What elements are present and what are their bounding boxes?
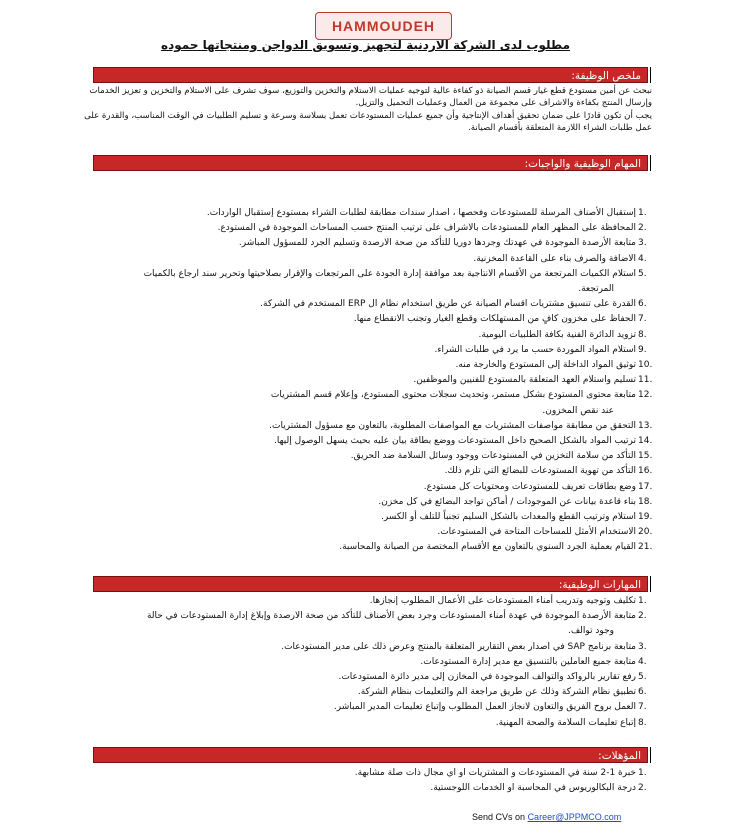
item-text-continued: عند نقص المخزون. <box>542 405 614 416</box>
item-text: تزويد الدائرة الفنية بكافة الطلبيات اليومية. <box>478 329 636 340</box>
footer-label: Send CVs on <box>472 812 526 822</box>
item-number: 9. <box>638 344 647 355</box>
list-item <box>78 419 658 434</box>
list-item <box>78 540 658 555</box>
item-text: متابعة برنامج SAP في اصدار بعض التقارير المتعلقة بالمنتج وعرض ذلك على مدير المستودعات. <box>281 641 636 652</box>
list-item <box>78 700 658 715</box>
item-number: 21. <box>638 542 653 553</box>
list-item <box>78 328 658 343</box>
email-link[interactable]: Career@JPPMCO.com <box>527 812 622 822</box>
item-text: توثيق المواد الداخلة إلى المستودع والخارجة منه. <box>455 360 636 371</box>
item-number: 4. <box>638 656 647 667</box>
list-item <box>78 252 658 267</box>
item-number: 3. <box>638 641 647 652</box>
list-item <box>78 267 658 297</box>
footer-contact <box>472 812 621 822</box>
item-text: التأكد من تهوية المستودعات للبضائع التي تلزم ذلك. <box>444 466 636 477</box>
item-number: 17. <box>638 481 653 492</box>
qualifications-heading: المؤهلات: <box>93 747 648 763</box>
item-number: 16. <box>638 466 653 477</box>
heading-divider <box>650 747 651 763</box>
item-text: الاضافة والصرف بناء على القاعدة المخزنية. <box>473 253 636 264</box>
item-text-continued: المرتجعة. <box>578 284 614 295</box>
list-item <box>78 510 658 525</box>
item-number: 12. <box>638 390 653 401</box>
list-item <box>78 525 658 540</box>
item-number: 5. <box>638 672 647 683</box>
item-number: 15. <box>638 451 653 462</box>
duties-list <box>78 206 658 556</box>
duties-heading: المهام الوظيفية والواجبات: <box>93 155 648 171</box>
list-item <box>78 464 658 479</box>
list-item <box>78 236 658 251</box>
item-text-continued: وجود توالف. <box>567 626 614 637</box>
heading-divider <box>650 576 651 592</box>
item-text: وضع بطاقات تعريف للمستودعات ومحتويات كل مستودع. <box>423 481 636 492</box>
item-number: 3. <box>638 238 647 249</box>
item-text: إتباع تعليمات السلامة والصحة المهنية. <box>495 717 636 728</box>
item-text: استلام الكميات المرتجعة من الأقسام الانتاجية بعد موافقة إدارة الجودة على المرتجعات والإقرار بصلاحيتها وتحرير سند ارجاع بالكميات <box>143 268 636 279</box>
item-text: الاستخدام الأمثل للمساحات المتاحة في المستودعات. <box>437 527 636 538</box>
list-item <box>78 449 658 464</box>
item-text: متابعة الأرصدة الموجودة في عهدة أمناء المستودعات وجرد بعض الأصناف للتأكد من صحة الارصدة وإبلاغ إدارة المستودعات في حالة <box>146 611 636 622</box>
list-item <box>78 670 658 685</box>
item-text: رفع تقارير بالرواكد والتوالف الموجودة في المخازن إلى مدير دائرة المستودعات. <box>338 672 636 683</box>
item-text: الحفاظ على مخزون كافٍ من المستهلكات وقطع الغيار وتجنب الانقطاع منها. <box>353 314 636 325</box>
item-text: خبرة 1-2 سنة في المستودعات و المشتريات او اي مجال ذات صلة مشابهة. <box>354 768 636 778</box>
item-text: تطبيق نظام الشركة وذلك عن طريق مراجعة الم والتعليمات بنظام الشركة. <box>357 687 636 698</box>
item-number: 8. <box>638 329 647 340</box>
item-text: استلام المواد الموردة حسب ما يرد في طلبات الشراء. <box>434 344 636 355</box>
item-text: بناء قاعدة بيانات عن الموجودات / أماكن تواجد البضائع في كل مخزن. <box>378 496 636 507</box>
item-text: تسليم واستلام العهد المتعلقة بالمستودع للفنيين والموظفين. <box>413 375 636 386</box>
list-item <box>78 297 658 312</box>
item-number: 10. <box>638 360 653 371</box>
item-number: 8. <box>638 717 647 728</box>
item-number: 11. <box>638 375 653 386</box>
item-text: استلام وترتيب القطع والمعدات بالشكل السليم تجنباً للتلف أو الكسر. <box>380 512 636 523</box>
list-item <box>78 609 658 639</box>
list-item <box>78 312 658 327</box>
item-number: 1. <box>638 208 647 218</box>
item-text: ترتيب المواد بالشكل الصحيح داخل المستودعات ووضع بطاقة بيان عليه بحيث يسهل الوصول إليها. <box>274 436 636 447</box>
summary-heading: ملخص الوظيفة: <box>93 67 648 83</box>
item-text: العمل بروح الفريق والتعاون لانجاز العمل المطلوب وإتباع تعليمات المدير المباشر. <box>333 702 636 713</box>
item-number: 2. <box>638 783 647 794</box>
list-item <box>78 640 658 655</box>
item-number: 1. <box>638 768 647 778</box>
list-item <box>78 221 658 236</box>
item-number: 5. <box>638 268 647 279</box>
list-item <box>78 358 658 373</box>
item-number: 2. <box>638 223 647 234</box>
item-number: 6. <box>638 299 647 310</box>
list-item <box>78 434 658 449</box>
item-number: 13. <box>638 420 653 431</box>
list-item <box>78 373 658 388</box>
list-item <box>78 594 658 609</box>
item-number: 7. <box>638 314 647 325</box>
item-text: متابعة جميع العاملين بالتنسيق مع مدير إدارة المستودعات. <box>420 656 636 667</box>
list-item <box>78 766 658 781</box>
list-item <box>78 716 658 731</box>
heading-divider <box>650 67 651 83</box>
item-text: التحقق من مطابقة مواصفات المشتريات مع المواصفات المطلوبة، بالتعاون مع مسؤول المشتريات. <box>269 420 636 431</box>
item-text: درجة البكالوريوس في المحاسبة او الخدمات اللوجستية. <box>430 783 636 794</box>
qualifications-list <box>78 766 658 796</box>
item-number: 2. <box>638 611 647 622</box>
list-item <box>78 206 658 221</box>
item-number: 20. <box>638 527 653 538</box>
item-text: متابعة الأرصدة الموجودة في عهدتك وجردها دوريا للتأكد من صحة الارصدة وتسليم الجرد للمسؤول المباشر. <box>238 238 636 249</box>
item-number: 1. <box>638 596 647 606</box>
list-item <box>78 685 658 700</box>
list-item <box>78 781 658 796</box>
list-item <box>78 655 658 670</box>
company-logo: HAMMOUDEH <box>315 12 452 40</box>
item-text: التأكد من سلامة التخزين في المستودعات ووجود وسائل السلامة ضد الحريق. <box>350 451 636 462</box>
item-text: تكليف وتوجيه وتدريب أمناء المستودعات على الأعمال المطلوب إنجازها. <box>369 596 636 606</box>
summary-text: نبحث عن أمين مستودع قطع غيار قسم الصيانة ذو كفاءة عالية لتوجيه عمليات الاستلام والتخزين والتوزيع، سوف تشرف على الاستلام والتخزين و تعزيز الخدمات وإرسال المنتج بكفاءة والاشراف على مجموعة من العمال وعمليات التحميل والتزيل. يجب أن تكون قادرًا على ضمان تحقيق أهداف الإنتاجية وأن جميع عمليات المستودعات تعمل بسلاسة وسرعة و تسليم الطلبيات في الوقت المناسب، والقدرة على عمل طلبات الشراء اللازمة المتعلقة بأقسام الصيانة. <box>84 86 652 134</box>
item-text: متابعة محتوى المستودع بشكل مستمر، وتحديث سجلات محتوى المستودع، وإعلام قسم المشتريات <box>270 390 636 401</box>
item-number: 14. <box>638 436 653 447</box>
page-title: مطلوب لدى الشركة الاردنية لتجهيز وتسويق الدواجن ومنتجاتها حموده <box>161 38 570 52</box>
item-text: القدرة على تنسيق مشتريات اقسام الصيانة عن طريق استخدام نظام ال ERP المستخدم في الشركة. <box>260 299 636 310</box>
heading-divider <box>650 155 651 171</box>
item-text: المحافظة على المظهر العام للمستودعات بالاشراف على ترتيب المنتج حسب المساحات الموجودة في المستودع. <box>217 223 636 234</box>
item-text: القيام بعملية الجرد السنوي بالتعاون مع الأقسام المختصة من الصيانة والمحاسبة. <box>339 542 636 553</box>
item-number: 19. <box>638 512 653 523</box>
item-number: 6. <box>638 687 647 698</box>
list-item <box>78 388 658 418</box>
skills-list <box>78 594 658 731</box>
list-item <box>78 480 658 495</box>
item-number: 7. <box>638 702 647 713</box>
skills-heading: المهارات الوظيفية: <box>93 576 648 592</box>
item-text: إستقبال الأصناف المرسلة للمستودعات وفحصها ، اصدار سندات مطابقة لطلبات الشراء بمستودع إستقبال الواردات. <box>206 208 636 218</box>
item-number: 4. <box>638 253 647 264</box>
list-item <box>78 495 658 510</box>
item-number: 18. <box>638 496 653 507</box>
list-item <box>78 343 658 358</box>
